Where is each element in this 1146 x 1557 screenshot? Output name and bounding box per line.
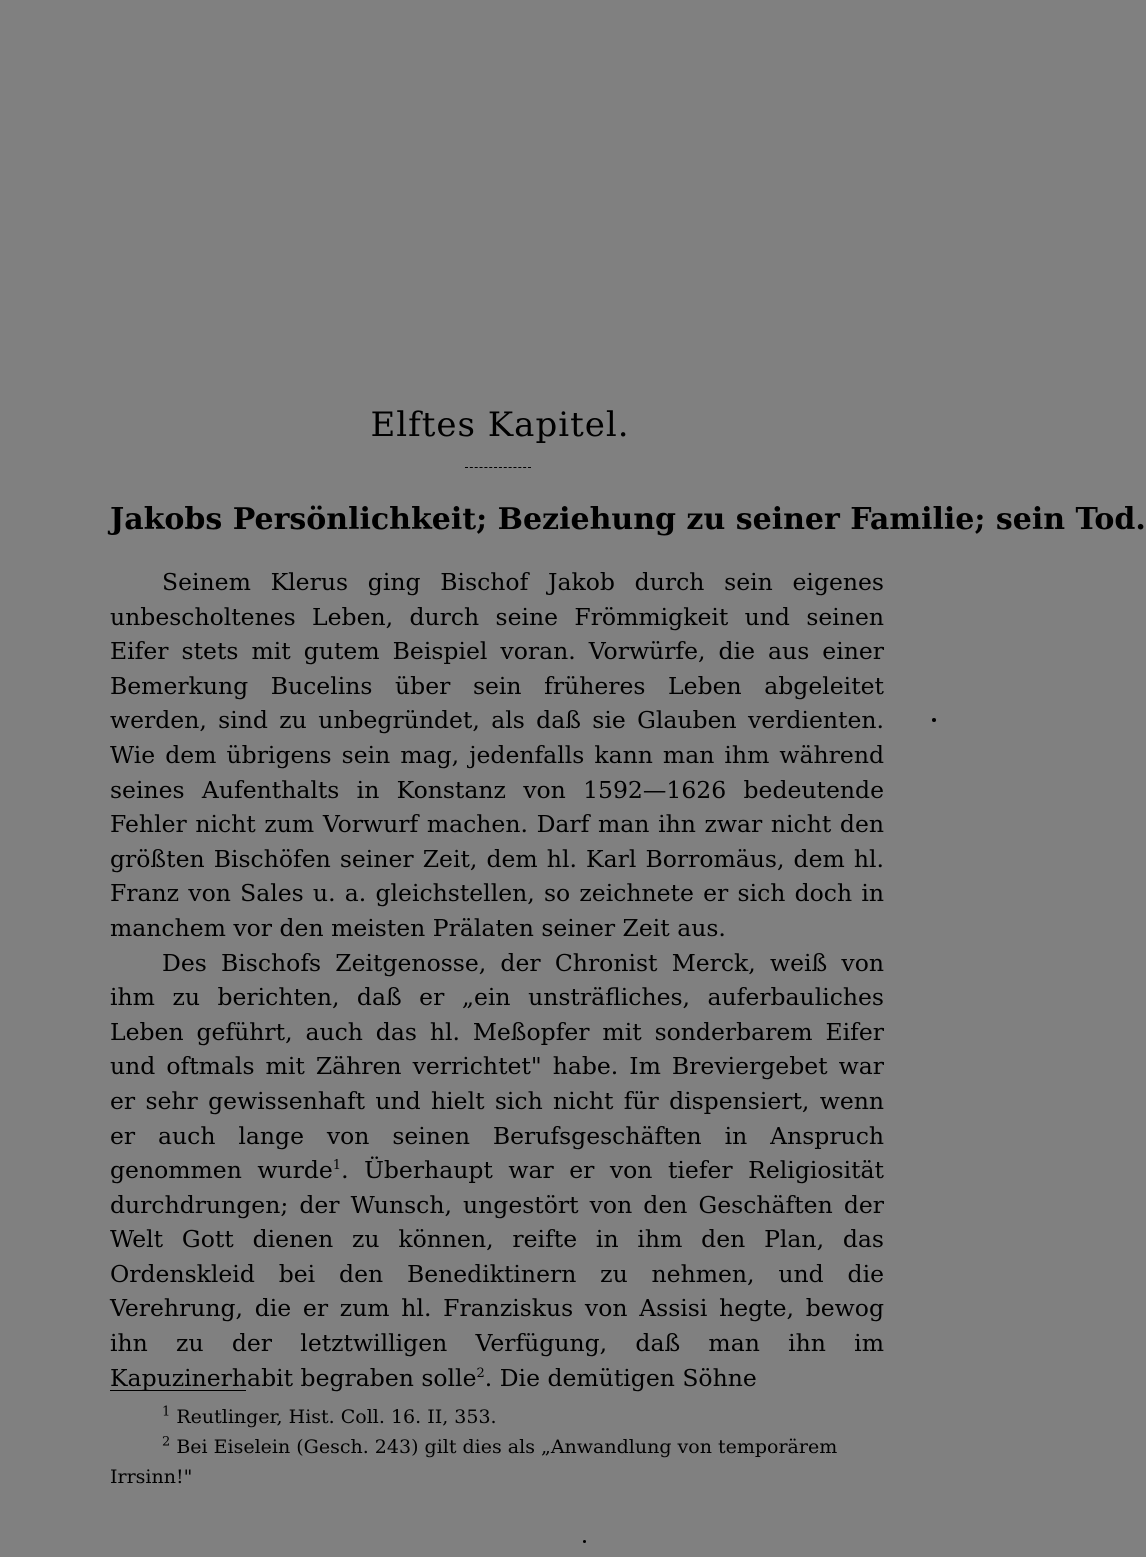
- paragraph-2: Des Bischofs Zeitgenosse, der Chronist Merck, weiß von ihm zu berichten, daß er „ein unsträfliches, auferbauliches Leben geführt, auch das hl. Meßopfer mit sonderbarem Eifer und oftmals mit Zähren verrichtet" habe. Im Breviergebet war er sehr gewissenhaft und hielt sich nicht für dispensiert, wenn er auch lange von seinen Berufsgeschäften in Anspruch genommen wurde$^1$. Überhaupt war er von tiefer Religiosität durchdrungen; der Wunsch, ungestört von den Geschäften der Welt Gott dienen zu können, reifte in ihm den Plan, das Ordenskleid bei den Benediktinern zu nehmen, und die Verehrung, die er zum hl. Franziskus von Assisi hegte, bewog ihn zu der letztwilligen Verfügung, daß man ihn im Kapuzinerhabit begraben solle$^2$. Die demütigen Söhne: [110, 948, 884, 1392]
- title-divider: [465, 467, 531, 468]
- footnote-1: $^1$ Reutlinger, Hist. Coll. 16. II, 353.: [162, 1404, 497, 1428]
- body-text: [110, 565, 884, 1395]
- paragraph-1: Seinem Klerus ging Bischof Jakob durch sein eigenes unbescholtenes Leben, durch seine Frömmigkeit und seinen Eifer stets mit gutem Beispiel voran. Vorwürfe, die aus einer Bemerkung Bucelins über sein früheres Leben abgeleitet werden, sind zu unbegründet, als daß sie Glauben verdienten. Wie dem übrigens sein mag, jedenfalls kann man ihm während seines Aufenthalts in Konstanz von 1592—1626 bedeutende Fehler nicht zum Vorwurf machen. Darf man ihn zwar nicht den größten Bischöfen seiner Zeit, dem hl. Karl Borromäus, dem hl. Franz von Sales u. a. gleichstellen, so zeichnete er sich doch in manchem vor den meisten Prälaten seiner Zeit aus.: [110, 568, 884, 942]
- print-speck: [583, 1540, 586, 1543]
- section-heading: Jakobs Persönlichkeit; Beziehung zu seiner Familie; sein Tod.: [110, 502, 1146, 537]
- chapter-title: Elftes Kapitel.: [370, 405, 630, 445]
- print-speck: [932, 718, 936, 722]
- footnote-ref-2: 2: [476, 1365, 485, 1381]
- footnotes: [110, 1402, 884, 1492]
- footnote-2: $^2$ Bei Eiselein (Gesch. 243) gilt dies als „Anwandlung von temporärem Irrsinn!": [110, 1434, 838, 1488]
- footnote-ref-1: 1: [332, 1158, 342, 1174]
- footnote-divider: [110, 1390, 246, 1391]
